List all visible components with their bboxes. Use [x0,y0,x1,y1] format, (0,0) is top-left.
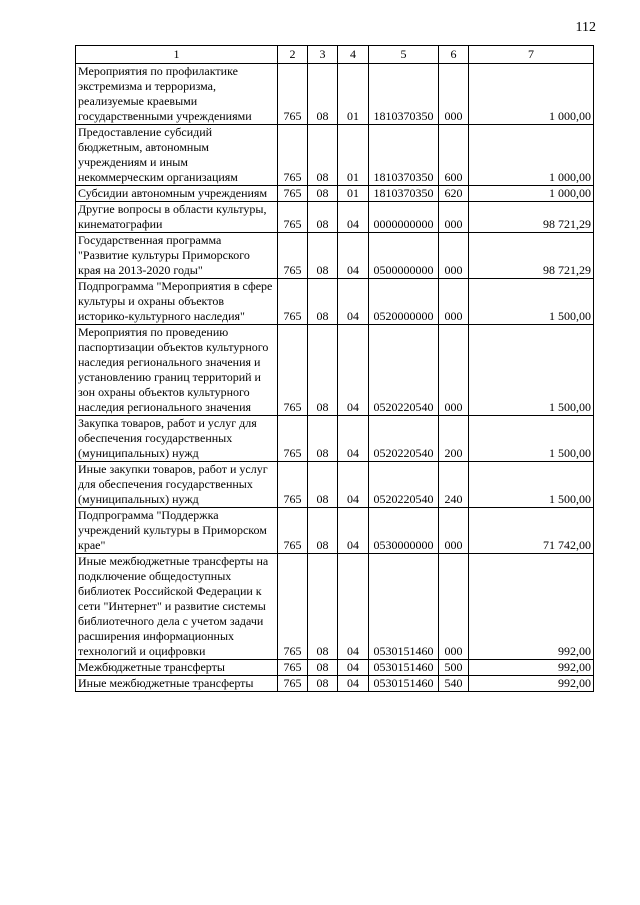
column-header: 1 [76,46,278,64]
row-amount: 992,00 [469,660,594,676]
table-row [76,325,594,416]
row-c3: 08 [308,125,338,186]
row-c3: 08 [308,676,338,692]
row-c2: 765 [278,202,308,233]
table-row [76,279,594,325]
row-name: Подпрограмма "Мероприятия в сфере культуры и охраны объектов историко-культурного наследия" [76,279,278,325]
row-c5: 0530151460 [369,554,439,660]
row-amount: 98 721,29 [469,202,594,233]
row-c2: 765 [278,186,308,202]
row-c3: 08 [308,660,338,676]
row-c6: 000 [439,64,469,125]
row-c3: 08 [308,64,338,125]
column-header: 4 [338,46,369,64]
row-amount: 1 500,00 [469,279,594,325]
budget-table [75,45,594,692]
row-c6: 200 [439,416,469,462]
row-name: Государственная программа "Развитие культуры Приморского края на 2013-2020 годы" [76,233,278,279]
row-c3: 08 [308,233,338,279]
row-c5: 1810370350 [369,64,439,125]
row-c2: 765 [278,325,308,416]
row-name: Иные межбюджетные трансферты [76,676,278,692]
row-name: Другие вопросы в области культуры, кинематографии [76,202,278,233]
row-c2: 765 [278,660,308,676]
row-c5: 0530151460 [369,676,439,692]
row-c4: 04 [338,462,369,508]
row-c4: 04 [338,325,369,416]
row-c6: 000 [439,508,469,554]
table-row [76,64,594,125]
row-c2: 765 [278,64,308,125]
row-c6: 000 [439,279,469,325]
row-c5: 0520000000 [369,279,439,325]
table-row [76,233,594,279]
row-c3: 08 [308,325,338,416]
row-name: Подпрограмма "Поддержка учреждений культуры в Приморском крае" [76,508,278,554]
row-c4: 04 [338,554,369,660]
row-c5: 0520220540 [369,462,439,508]
row-c2: 765 [278,416,308,462]
table-row [76,660,594,676]
row-amount: 71 742,00 [469,508,594,554]
row-name: Мероприятия по проведению паспортизации объектов культурного наследия регионального значения и установлению границ территорий и зон охраны объектов культурного наследия регионального значения [76,325,278,416]
row-amount: 1 000,00 [469,125,594,186]
row-c2: 765 [278,676,308,692]
row-c2: 765 [278,554,308,660]
row-c3: 08 [308,462,338,508]
row-name: Предоставление субсидий бюджетным, автономным учреждениям и иным некоммерческим организациям [76,125,278,186]
row-amount: 992,00 [469,676,594,692]
column-header: 2 [278,46,308,64]
row-c3: 08 [308,416,338,462]
row-c6: 620 [439,186,469,202]
row-c4: 01 [338,64,369,125]
row-name: Закупка товаров, работ и услуг для обеспечения государственных (муниципальных) нужд [76,416,278,462]
row-c5: 1810370350 [369,186,439,202]
column-header: 6 [439,46,469,64]
row-name: Субсидии автономным учреждениям [76,186,278,202]
row-c6: 240 [439,462,469,508]
row-c4: 01 [338,186,369,202]
row-c4: 04 [338,676,369,692]
row-c6: 500 [439,660,469,676]
table-row [76,508,594,554]
row-c2: 765 [278,125,308,186]
row-c2: 765 [278,508,308,554]
row-c3: 08 [308,508,338,554]
table-row [76,202,594,233]
row-c4: 04 [338,660,369,676]
row-c5: 0530151460 [369,660,439,676]
column-header: 3 [308,46,338,64]
row-c6: 000 [439,554,469,660]
row-amount: 98 721,29 [469,233,594,279]
row-c2: 765 [278,462,308,508]
row-c6: 000 [439,202,469,233]
row-amount: 1 500,00 [469,325,594,416]
row-amount: 992,00 [469,554,594,660]
row-c4: 04 [338,279,369,325]
table-row [76,125,594,186]
row-c3: 08 [308,554,338,660]
row-c4: 04 [338,416,369,462]
row-c5: 1810370350 [369,125,439,186]
row-c5: 0520220540 [369,325,439,416]
row-c6: 540 [439,676,469,692]
row-name: Иные межбюджетные трансферты на подключение общедоступных библиотек Российской Федерации к сети "Интернет" и развитие системы библиотечного дела с учетом задачи расширения информационных технологий и оцифровки [76,554,278,660]
row-c4: 04 [338,202,369,233]
row-amount: 1 500,00 [469,462,594,508]
table-row [76,186,594,202]
column-header: 7 [469,46,594,64]
row-c5: 0000000000 [369,202,439,233]
row-c5: 0530000000 [369,508,439,554]
row-c6: 000 [439,233,469,279]
row-name: Межбюджетные трансферты [76,660,278,676]
row-name: Мероприятия по профилактике экстремизма и терроризма, реализуемые краевыми государственными учреждениями [76,64,278,125]
row-amount: 1 500,00 [469,416,594,462]
row-c3: 08 [308,202,338,233]
row-amount: 1 000,00 [469,186,594,202]
table-row [76,462,594,508]
row-c4: 01 [338,125,369,186]
row-amount: 1 000,00 [469,64,594,125]
row-c2: 765 [278,279,308,325]
row-c5: 0500000000 [369,233,439,279]
table-row [76,416,594,462]
row-c2: 765 [278,233,308,279]
row-name: Иные закупки товаров, работ и услуг для обеспечения государственных (муниципальных) нужд [76,462,278,508]
row-c3: 08 [308,279,338,325]
row-c6: 000 [439,325,469,416]
page-number: 112 [575,20,596,35]
column-header: 5 [369,46,439,64]
row-c4: 04 [338,233,369,279]
table-row [76,554,594,660]
row-c3: 08 [308,186,338,202]
header-row [76,46,594,64]
row-c4: 04 [338,508,369,554]
table-row [76,676,594,692]
row-c5: 0520220540 [369,416,439,462]
row-c6: 600 [439,125,469,186]
